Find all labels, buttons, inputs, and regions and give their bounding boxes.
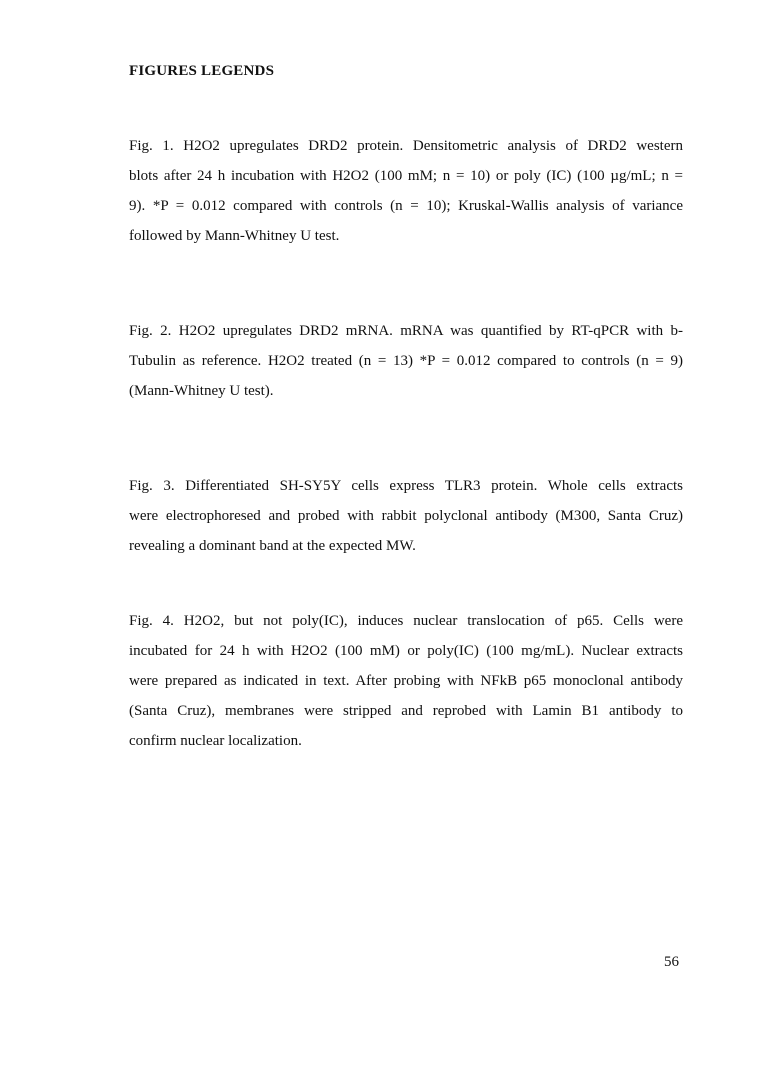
figure-legend-2 <box>129 316 683 406</box>
legend-line: confirm nuclear localization. <box>129 733 302 749</box>
legend-line: Fig. 1. H2O2 upregulates DRD2 protein. Densitometric analysis of DRD2 western <box>129 138 683 154</box>
figure-legend-3 <box>129 471 683 561</box>
legend-line: (Mann-Whitney U test). <box>129 383 274 399</box>
legend-line: revealing a dominant band at the expected MW. <box>129 538 416 554</box>
legend-line: followed by Mann-Whitney U test. <box>129 228 340 244</box>
legend-line: Fig. 3. Differentiated SH-SY5Y cells express TLR3 protein. Whole cells extracts <box>129 478 683 494</box>
page-number: 56 <box>664 954 679 970</box>
legend-line: incubated for 24 h with H2O2 (100 mM) or poly(IC) (100 mg/mL). Nuclear extracts <box>129 643 683 659</box>
legend-line: Fig. 4. H2O2, but not poly(IC), induces nuclear translocation of p65. Cells were <box>129 613 683 629</box>
legend-line: were prepared as indicated in text. After probing with NFkB p65 monoclonal antibody <box>129 673 683 689</box>
legend-line: (Santa Cruz), membranes were stripped and reprobed with Lamin B1 antibody to <box>129 703 683 719</box>
section-heading: FIGURES LEGENDS <box>129 63 275 79</box>
figure-legend-4 <box>129 606 683 756</box>
figure-legend-1 <box>129 131 683 251</box>
legend-line: Fig. 2. H2O2 upregulates DRD2 mRNA. mRNA was quantified by RT-qPCR with b- <box>129 323 683 339</box>
legend-line: 9). *P = 0.012 compared with controls (n = 10); Kruskal-Wallis analysis of variance <box>129 198 683 214</box>
legend-line: blots after 24 h incubation with H2O2 (100 mM; n = 10) or poly (IC) (100 µg/mL; n = <box>129 168 683 184</box>
legend-line: Tubulin as reference. H2O2 treated (n = 13) *P = 0.012 compared to controls (n = 9) <box>129 353 683 369</box>
legend-line: were electrophoresed and probed with rabbit polyclonal antibody (M300, Santa Cruz) <box>129 508 683 524</box>
